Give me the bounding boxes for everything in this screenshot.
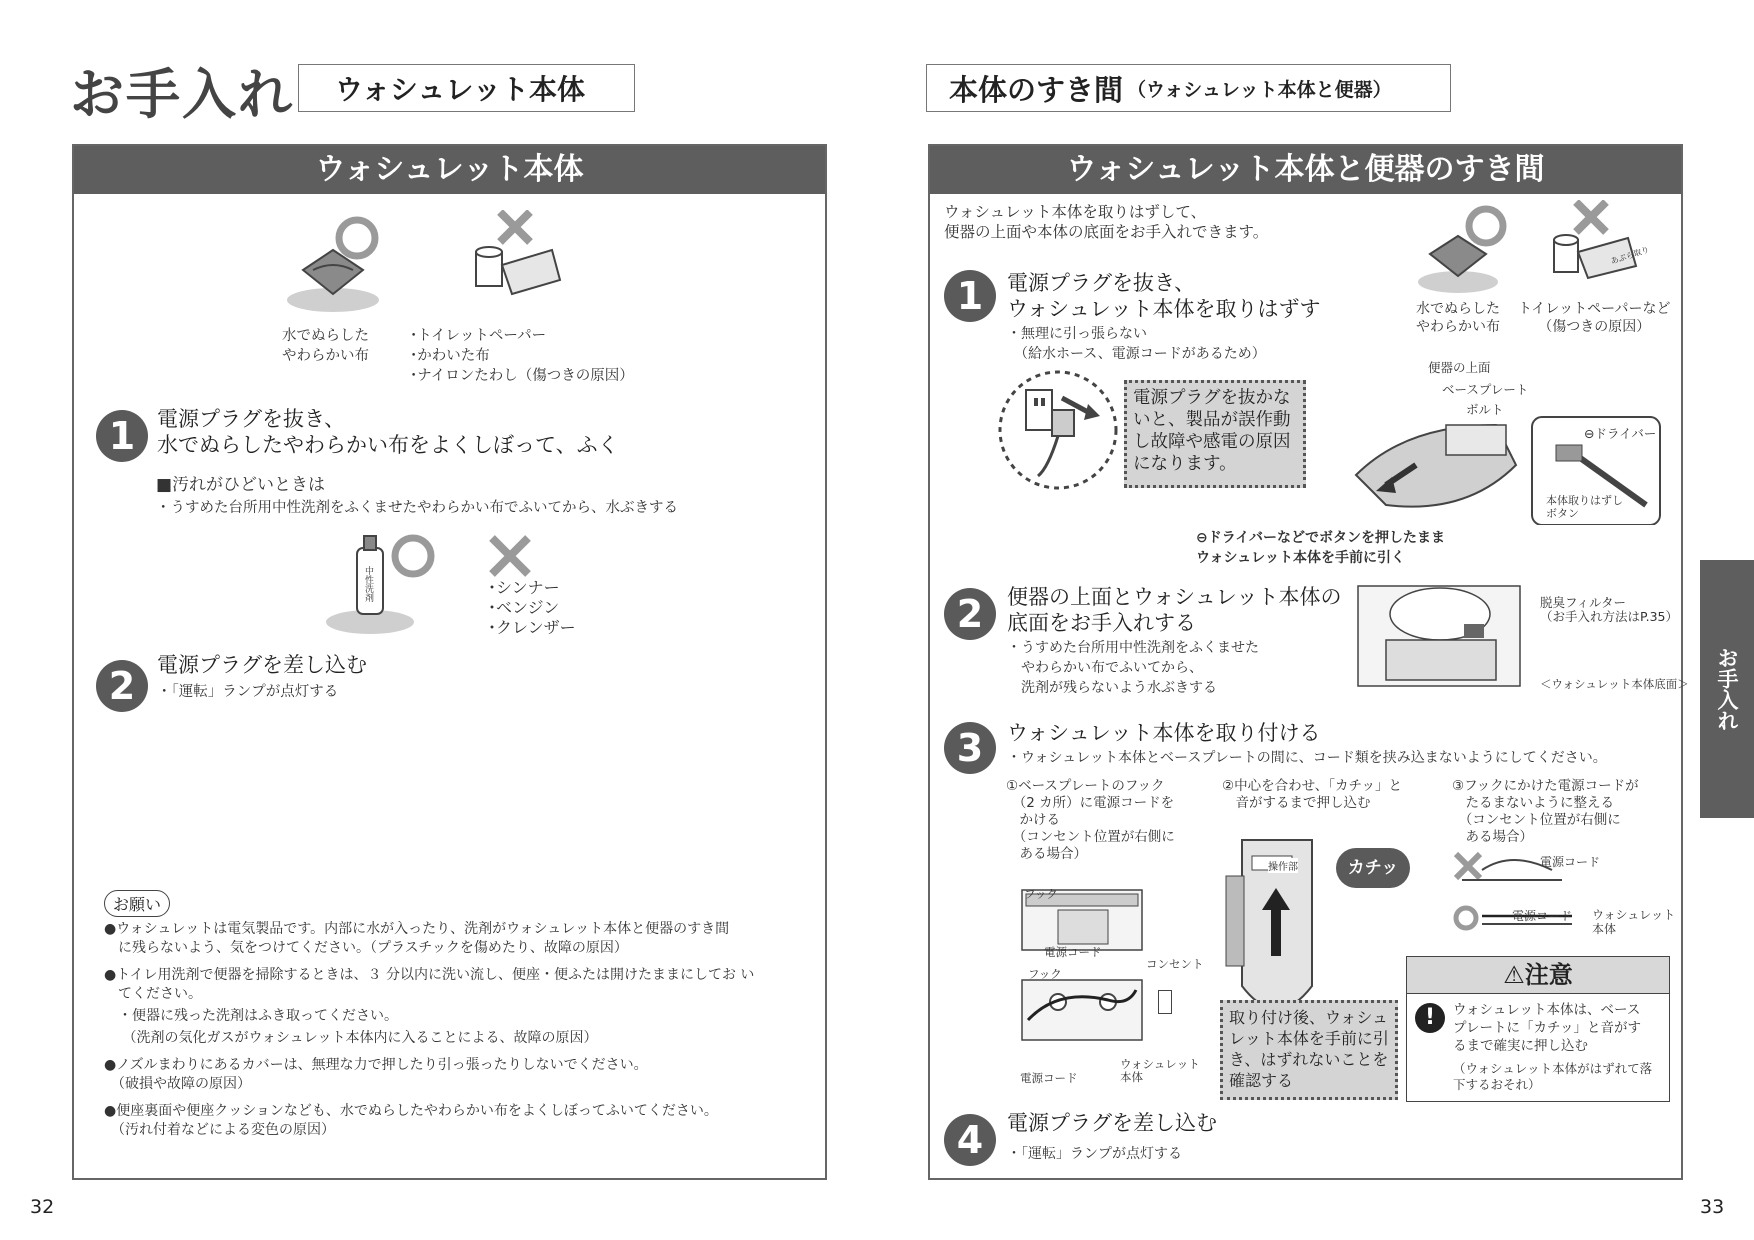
step-note: ・ウォシュレット本体とベースプレートの間に、コード類を挟み込まないようにしてください。 (1007, 750, 1607, 766)
step-note: ・「運転」ランプが点灯する (157, 684, 339, 700)
label-outlet: コンセント (1146, 957, 1204, 971)
warning-box: 取り付け後、ウォシュ レット本体を手前に引 き、はずれないことを 確認する (1220, 1000, 1398, 1100)
label-cord-ng: 電源コード (1540, 855, 1601, 869)
request-item: （洗剤の気化ガスがウォシュレット本体内に入ることによる、故障の原因） (104, 1030, 598, 1046)
step-number: 2 (944, 588, 996, 640)
request-item: ●便座裏面や便座クッションなども、水でぬらしたやわらかい布をよくしぼってふいてください。 （汚れ付着などによる変色の原因） (104, 1103, 718, 1138)
caution-sub: （ウォシュレット本体がはずれて落 下するおそれ） (1453, 1061, 1653, 1092)
request-item: ●トイレ用洗剤で便器を掃除するときは、３ 分以内に洗い流し、便座・便ふたは開けたままにしてお い てください。 (104, 967, 755, 1002)
side-tab: お手入れ (1700, 560, 1754, 818)
ng-chem-item: ･シンナー (488, 578, 560, 597)
ng-item: ･トイレットペーパー (410, 328, 547, 344)
heavy-dirt-heading: ■汚れがひどいときは (156, 475, 326, 495)
detergent-bottle-illustration (325, 530, 445, 640)
panel-label: 操作部 (1268, 858, 1298, 873)
caution-title: ⚠注意 (1407, 957, 1669, 994)
caution-text: ウォシュレット本体は、ベース プレートに「カチッ」と音がす るまで確実に押し込む (1453, 1002, 1642, 1054)
title-main: 本体のすき間 (949, 72, 1124, 107)
label-bolt: ボルト (1466, 402, 1504, 417)
ng-chem-item: ･クレンザー (488, 618, 576, 637)
ok-label: 水でぬらした やわらかい布 (282, 328, 369, 364)
step-note: ・「運転」ランプが点灯する (1007, 1146, 1182, 1162)
exclamation-icon: ! (1415, 1003, 1445, 1033)
label-hook: フック (1024, 887, 1058, 901)
ng-list (410, 326, 634, 386)
label-washlet: ウォシュレット 本体 (1120, 1057, 1200, 1084)
step-note: ・無理に引っ張らない （給水ホース、電源コードがあるため） (1007, 326, 1266, 362)
label-driver: ⊖ドライバー (1584, 426, 1657, 441)
step-number: 1 (944, 270, 996, 322)
request-item: ・便器に残った洗剤はふき取ってください。 (104, 1008, 398, 1024)
step-title: 電源プラグを差し込む (1007, 1111, 1217, 1135)
caution-box (1406, 956, 1670, 1102)
title-box: ウォシュレット本体 (298, 64, 635, 112)
page-title: お手入れ (70, 63, 294, 126)
request-label: お願い (104, 890, 170, 917)
wet-cloth-illustration (1418, 200, 1518, 300)
title-box (926, 64, 1451, 112)
label-cord: 電源コード (1020, 1071, 1078, 1085)
wet-cloth-illustration (285, 210, 395, 320)
step-title: ウォシュレット本体を取り付ける (1007, 721, 1321, 745)
toilet-paper-ng-illustration (460, 210, 570, 320)
step-number: 2 (96, 660, 148, 712)
request-item: ●ノズルまわりにあるカバーは、無理な力で押したり引っ張ったりしないでください。 （破損や故障の原因） (104, 1057, 648, 1092)
step-number: 3 (944, 722, 996, 774)
label-cord: 電源コード (1044, 945, 1102, 959)
ng-chem-list (488, 578, 576, 638)
detergent-label: 中性洗剤 (363, 566, 373, 602)
ng-x-icon (488, 534, 532, 578)
label-top-surface: 便器の上面 (1428, 360, 1491, 375)
step-title: 電源プラグを差し込む (157, 653, 367, 677)
page-number: 33 (1700, 1196, 1725, 1218)
title-sub: （ウォシュレット本体と便器） (1127, 78, 1392, 101)
outlet-icon (1158, 990, 1172, 1014)
sub-step: ②中心を合わせ、「カチッ」と 音がするまで押し込む (1222, 778, 1403, 811)
click-label: カチッ (1336, 848, 1410, 888)
step1-caption: ⊖ドライバーなどでボタンを押したまま ウォシュレット本体を手前に引く (1196, 530, 1446, 566)
ok-label: 水でぬらした やわらかい布 (1416, 301, 1500, 335)
ng-item: ･かわいた布 (410, 348, 490, 364)
sub-step: ①ベースプレートのフック （2 カ所）に電源コードを かける （コンセント位置が右側に ある場合） (1006, 778, 1175, 862)
section-bar: ウォシュレット本体と便器のすき間 (930, 146, 1681, 194)
label-hook: フック (1028, 967, 1062, 981)
warning-box: 電源プラグを抜かな いと、製品が誤作動 し故障や感電の原因 になります。 (1124, 380, 1306, 488)
step-number: 1 (96, 410, 148, 462)
request-item: ●ウォシュレットは電気製品です。内部に水が入ったり、洗剤がウォシュレット本体と便器のすき間 に残らないよう、気をつけてください。（プラスチックを傷めたり、故障の原因） (104, 921, 730, 956)
step-number: 4 (944, 1114, 996, 1166)
sub-step: ③フックにかけた電源コードが たるまないように整える （コンセント位置が右側に ある場合） (1452, 778, 1639, 845)
heavy-dirt-text: ・うすめた台所用中性洗剤をふくませたやわらかい布でふいてから、水ぶきする (156, 500, 678, 516)
ng-item: ･ナイロンたわし（傷つきの原因） (410, 368, 634, 384)
label-release-button: 本体取りはずし ボタン (1546, 494, 1623, 520)
bottom-caption: ＜ウォシュレット本体底面＞ (1540, 677, 1689, 691)
ng-label: トイレットペーパーなど （傷つきの原因） (1518, 301, 1671, 335)
label-washlet: ウォシュレット 本体 (1592, 908, 1676, 936)
request-list (104, 920, 804, 1140)
step-title: 電源プラグを抜き、 水でぬらしたやわらかい布をよくしぼって、ふく (157, 407, 619, 457)
step-note: ・うすめた台所用中性洗剤をふくませた やわらかい布でふいてから、 洗剤が残らないよう水ぶきする (1007, 640, 1259, 696)
intro-text: ウォシュレット本体を取りはずして、 便器の上面や本体の底面をお手入れできます。 (944, 203, 1269, 241)
section-bar: ウォシュレット本体 (74, 146, 825, 194)
step-title: 電源プラグを抜き、 ウォシュレット本体を取りはずす (1007, 271, 1321, 321)
page-number: 32 (30, 1196, 55, 1218)
step-title: 便器の上面とウォシュレット本体の 底面をお手入れする (1007, 585, 1342, 635)
ng-chem-item: ･ベンジン (488, 598, 560, 617)
label-base-plate: ベースプレート (1442, 382, 1529, 397)
label-cord-ok: 電源コード (1512, 909, 1573, 923)
deodorizer-label: 脱臭フィルター （お手入れ方法はP.35） (1540, 595, 1678, 624)
washlet-bottom-diagram (1356, 584, 1522, 688)
plug-illustration (996, 368, 1120, 492)
ng-paper-text: あぶら取り (1609, 245, 1651, 266)
